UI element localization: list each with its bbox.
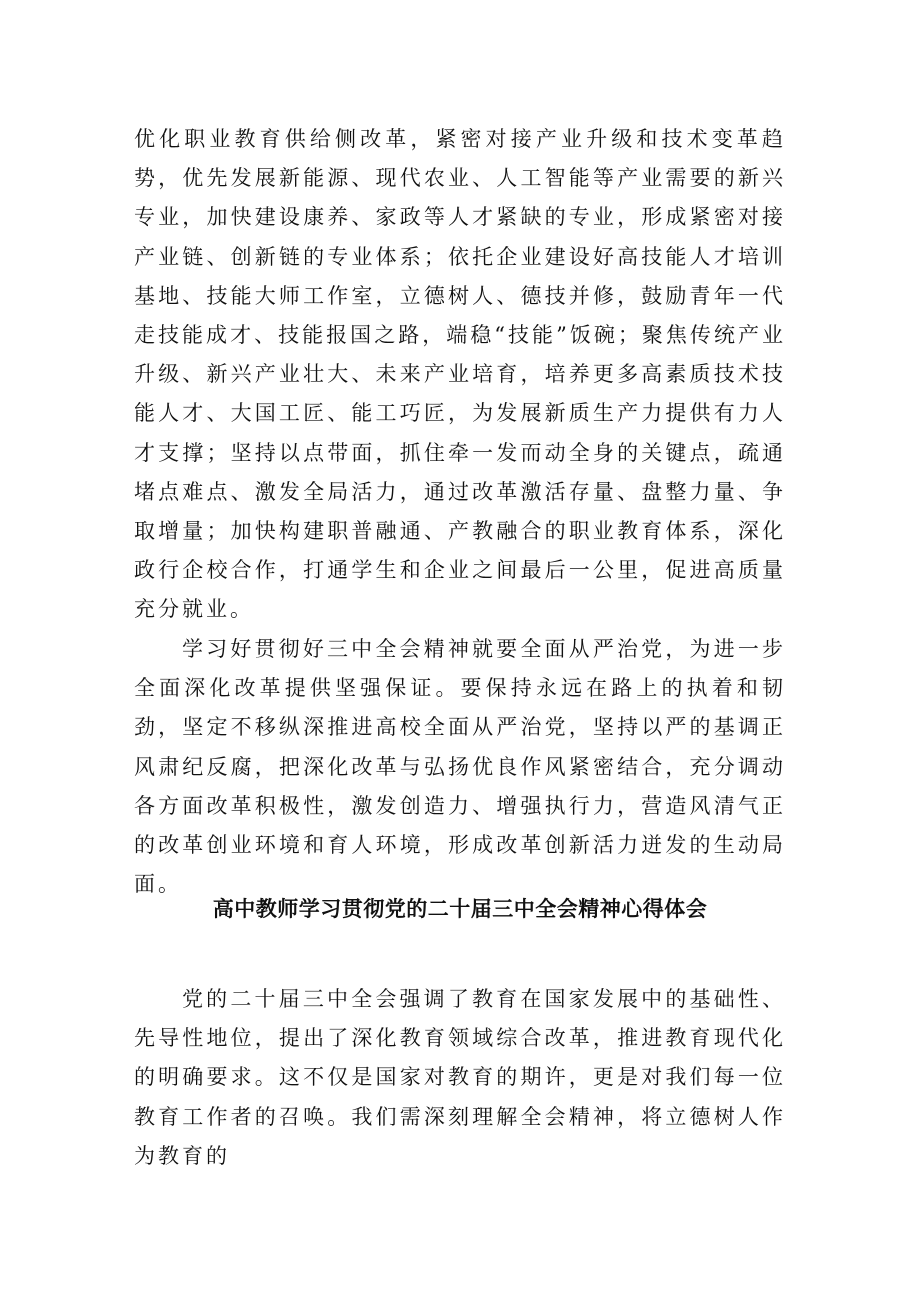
body-paragraph: 党的二十届三中全会强调了教育在国家发展中的基础性、先导性地位，提出了深化教育领域综合改革，推进教育现代化的明确要求。这不仅是国家对教育的期许，更是对我们每一位教育工作者的召唤。我们需深刻理解全会精神，将立德树人作为教育的	[134, 987, 786, 1168]
body-paragraph: 学习好贯彻好三中全会精神就要全面从严治党，为进一步全面深化改革提供坚强保证。要保持永远在路上的执着和韧劲，坚定不移纵深推进高校全面从严治党，坚持以严的基调正风肃纪反腐，把深化改革与弘扬优良作风紧密结合，充分调动各方面改革积极性，激发创造力、增强执行力，营造风清气正的改革创业环境和育人环境，形成改革创新活力迸发的生动局面。	[134, 637, 786, 897]
article-title: 高中教师学习贯彻党的二十届三中全会精神心得体会	[212, 897, 708, 921]
body-paragraph: 优化职业教育供给侧改革，紧密对接产业升级和技术变革趋势，优先发展新能源、现代农业、人工智能等产业需要的新兴专业，加快建设康养、家政等人才紧缺的专业，形成紧密对接产业链、创新链的专业体系；依托企业建设好高技能人才培训基地、技能大师工作室，立德树人、德技并修，鼓励青年一代走技能成才、技能报国之路，端稳“技能”饭碗；聚焦传统产业升级、新兴产业壮大、未来产业培育，培养更多高素质技术技能人才、大国工匠、能工巧匠，为发展新质生产力提供有力人才支撑；坚持以点带面，抓住牵一发而动全身的关键点，疏通堵点难点、激发全局活力，通过改革激活存量、盘整力量、争取增量；加快构建职普融通、产教融合的职业教育体系，深化政行企校合作，打通学生和企业之间最后一公里，促进高质量充分就业。	[134, 127, 786, 622]
